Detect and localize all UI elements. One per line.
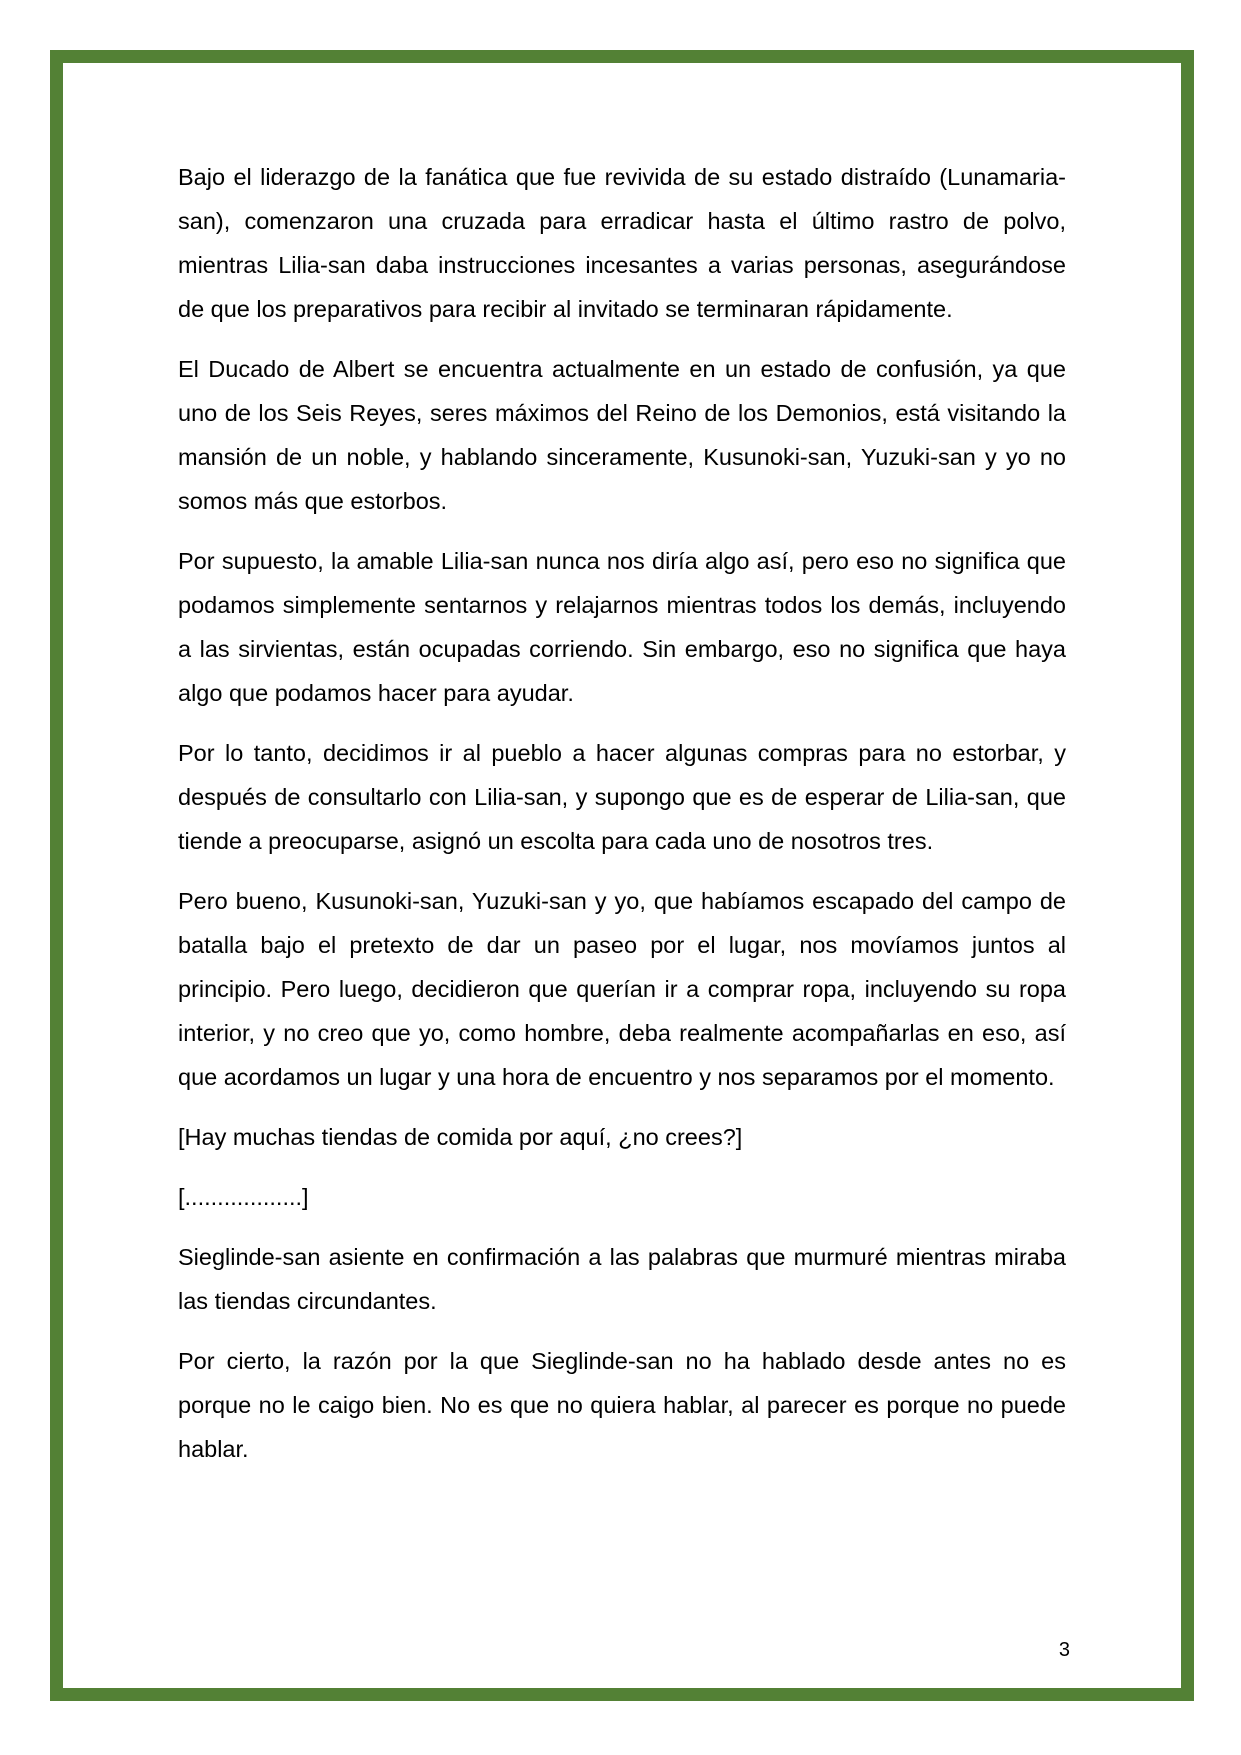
page-number: 3: [1058, 1639, 1070, 1661]
paragraph-6-dialogue: [Hay muchas tiendas de comida por aquí, ¿no crees?]: [178, 1124, 743, 1150]
paragraph-7-dialogue: [..................]: [178, 1184, 309, 1210]
paragraph-8: Sieglinde-san asiente en confirmación a las palabras que murmuré mientras miraba las tiendas circundantes.: [178, 1244, 1066, 1314]
paragraph-3: Por supuesto, la amable Lilia-san nunca nos diría algo así, pero eso no significa que podamos simplemente sentarnos y relajarnos mientras todos los demás, incluyendo a las sirvientas, están ocupadas corriendo. Sin embargo, eso no significa que haya algo que podamos hacer para ayudar.: [178, 548, 1066, 706]
paragraph-1: Bajo el liderazgo de la fanática que fue revivida de su estado distraído (Lunamaria-san), comenzaron una cruzada para erradicar hasta el último rastro de polvo, mientras Lilia-san daba instrucciones incesantes a varias personas, asegurándose de que los preparativos para recibir al invitado se terminaran rápidamente.: [178, 164, 1066, 322]
paragraph-4: Por lo tanto, decidimos ir al pueblo a hacer algunas compras para no estorbar, y después de consultarlo con Lilia-san, y supongo que es de esperar de Lilia-san, que tiende a preocuparse, asignó un escolta para cada uno de nosotros tres.: [178, 740, 1066, 854]
paragraph-2: El Ducado de Albert se encuentra actualmente en un estado de confusión, ya que uno de los Seis Reyes, seres máximos del Reino de los Demonios, está visitando la mansión de un noble, y hablando sinceramente, Kusunoki-san, Yuzuki-san y yo no somos más que estorbos.: [178, 356, 1066, 514]
document-body: [178, 155, 1066, 1487]
paragraph-9: Por cierto, la razón por la que Sieglinde-san no ha hablado desde antes no es porque no le caigo bien. No es que no quiera hablar, al parecer es porque no puede hablar.: [178, 1348, 1066, 1462]
paragraph-5: Pero bueno, Kusunoki-san, Yuzuki-san y yo, que habíamos escapado del campo de batalla bajo el pretexto de dar un paseo por el lugar, nos movíamos juntos al principio. Pero luego, decidieron que querían ir a comprar ropa, incluyendo su ropa interior, y no creo que yo, como hombre, deba realmente acompañarlas en eso, así que acordamos un lugar y una hora de encuentro y nos separamos por el momento.: [178, 888, 1066, 1090]
